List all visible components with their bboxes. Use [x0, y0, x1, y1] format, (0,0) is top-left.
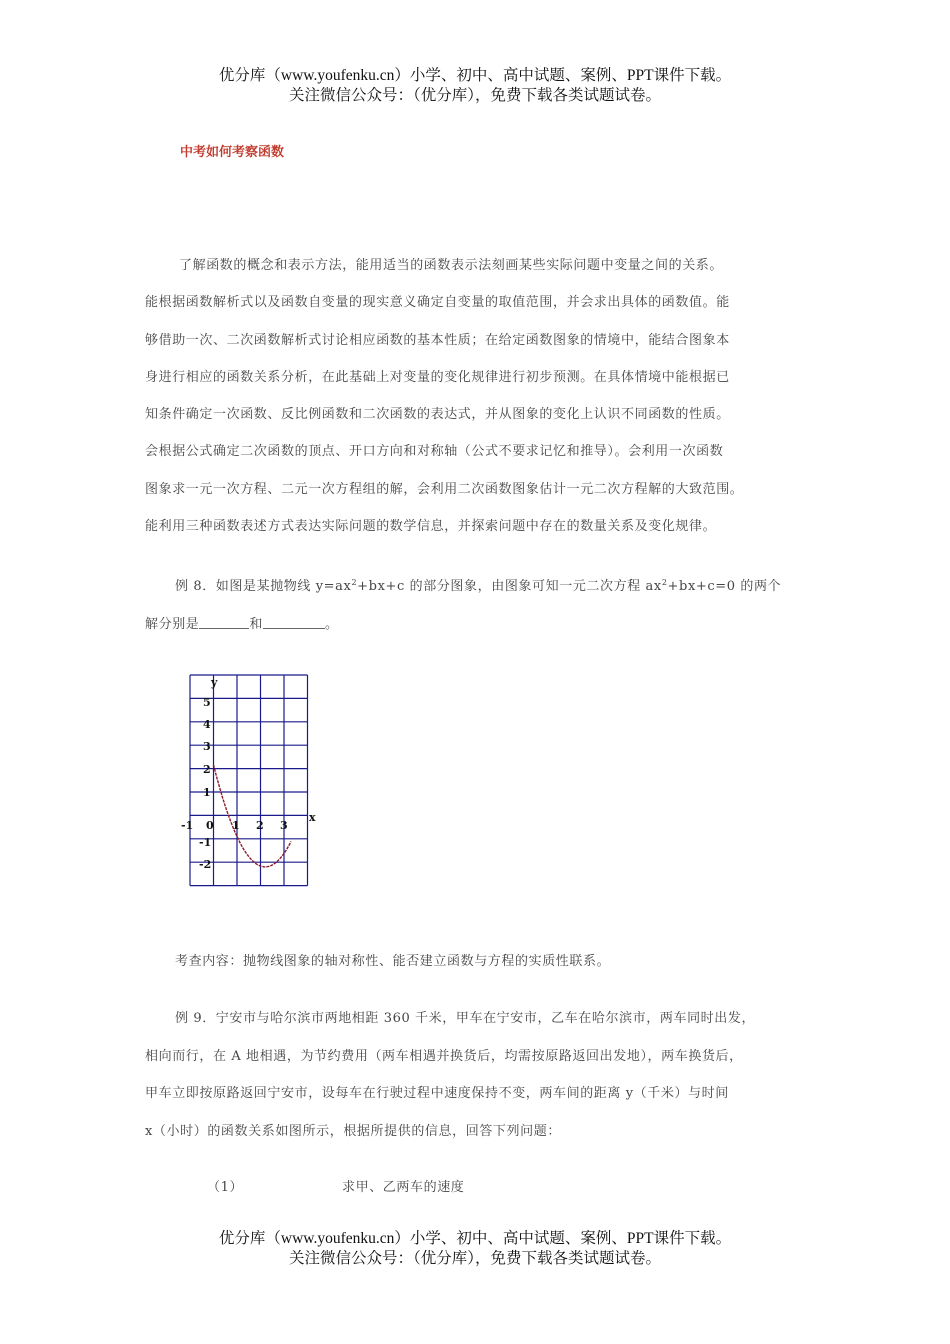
intro-line: 能利用三种函数表述方式表达实际问题的数学信息，并探索问题中存在的数量关系及变化规律。 [145, 519, 717, 535]
example9-line: 甲车立即按原路返回宁安市，设每车在行驶过程中速度保持不变，两车间的距离 y（千米）与时间 [145, 1086, 729, 1101]
y-tick-label: 1 [203, 786, 211, 799]
question1-number: （1） [207, 1180, 244, 1195]
footer-line-1: 优分库（www.youfenku.cn）小学、初中、高中试题、案例、PPT课件下载。 [218, 1230, 732, 1247]
y-tick-label: -1 [199, 836, 212, 849]
example9-line: 例 9．宁安市与哈尔滨市两地相距 360 千米，甲车在宁安市，乙车在哈尔滨市，两车同时出发， [175, 1011, 756, 1026]
intro-line: 图象求一元一次方程、二元一次方程组的解，会利用二次函数图象估计一元二次方程解的大致范围。 [145, 481, 744, 497]
intro-line: 够借助一次、二次函数解析式讨论相应函数的基本性质；在给定函数图象的情境中，能结合图象本 [145, 332, 730, 348]
y-tick-label: -2 [199, 858, 212, 871]
intro-line: 会根据公式确定二次函数的顶点、开口方向和对称轴（公式不要求记忆和推导）。会利用一次函数 [145, 444, 724, 460]
intro-paragraph [145, 247, 810, 545]
page-title: 中考如何考察函数 [180, 145, 285, 160]
footer-line-2: 关注微信公众号：（优分库），免费下载各类试题试卷。 [288, 1250, 661, 1267]
y-tick-label: 2 [203, 763, 211, 776]
header-line-1: 优分库（www.youfenku.cn）小学、初中、高中试题、案例、PPT课件下载。 [218, 67, 732, 84]
intro-line: 能根据函数解析式以及函数自变量的现实意义确定自变量的取值范围，并会求出具体的函数值。能 [145, 295, 730, 311]
intro-line: 了解函数的概念和表示方法，能用适当的函数表示法刻画某些实际问题中变量之间的关系。 [179, 258, 724, 273]
parabola-graph [176, 670, 326, 895]
y-tick-label: 5 [203, 696, 211, 709]
example9-line: 相向而行，在 A 地相遇，为节约费用（两车相遇并换货后，均需按原路返回出发地），两车换货后， [145, 1048, 743, 1064]
answer-blank-2[interactable] [263, 616, 325, 629]
x-tick-label: 2 [256, 819, 264, 832]
example9-paragraph [145, 1000, 810, 1150]
y-tick-label: 3 [203, 740, 211, 753]
intro-line: 身进行相应的函数关系分析，在此基础上对变量的变化规律进行初步预测。在具体情境中能根据已 [145, 369, 730, 385]
question1-text: 求甲、乙两车的速度 [342, 1180, 465, 1195]
x-axis-label: x [309, 811, 316, 824]
x-tick-label: 0 [206, 819, 214, 832]
y-tick-label: 4 [203, 718, 211, 731]
example9-line: x（小时）的函数关系如图所示，根据所提供的信息，回答下列问题： [145, 1123, 561, 1139]
x-tick-label: -1 [181, 819, 194, 832]
header-line-2: 关注微信公众号：（优分库），免费下载各类试题试卷。 [288, 87, 661, 104]
example8-question: 例 8．如图是某抛物线 $y=ax^2+bx+c$ 的部分图象，由图象可知一元二次方程 $ax^2+bx+c=0$ 的两个 [175, 578, 782, 594]
example8-answer-line: 解分别是 和 。 [145, 617, 339, 632]
y-axis-label: y [211, 676, 218, 689]
x-tick-label: 1 [232, 819, 240, 832]
answer-blank-1[interactable] [199, 616, 249, 629]
intro-line: 知条件确定一次函数、反比例函数和二次函数的表达式，并从图象的变化上认识不同函数的性质。 [145, 407, 730, 423]
x-tick-label: 3 [280, 819, 288, 832]
analysis-text: 考查内容：抛物线图象的轴对称性、能否建立函数与方程的实质性联系。 [175, 954, 611, 969]
